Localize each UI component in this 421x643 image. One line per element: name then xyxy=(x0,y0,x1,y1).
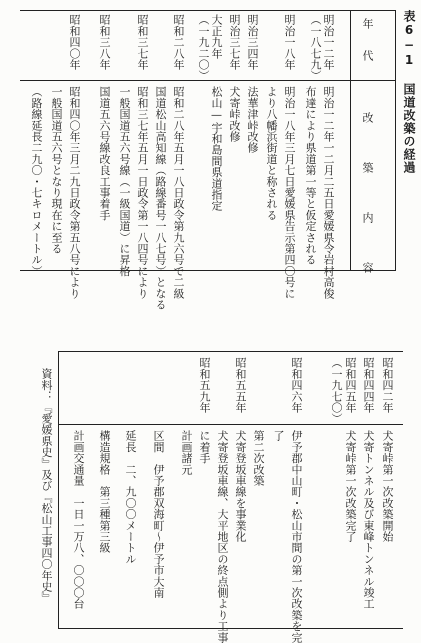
year-cell: 明治三四年 xyxy=(246,14,259,70)
content-line: 犬寄峠第一次改築完了 xyxy=(344,430,357,542)
content-line: 犬寄峠第一次改築開始 xyxy=(381,430,394,542)
content-line: 明治一八年三月七日愛媛県告示第四〇号に xyxy=(283,86,296,299)
content-line: 犬寄トンネル及び東峰トンネル竣工 xyxy=(362,430,375,610)
content-line: 計画交通量 一日一万八、〇〇〇台 xyxy=(72,430,85,610)
content-line: 昭和三七年五月一日政令第一八四号により xyxy=(136,86,149,299)
content-line: 第二次改築 xyxy=(252,430,265,486)
bottom-table-border-bottom xyxy=(58,628,403,629)
content-line: 松山—宇和島間県道指定 xyxy=(210,86,223,212)
content-line: より八幡浜街道と称される xyxy=(265,86,278,221)
top-table-border-right xyxy=(395,10,396,271)
year-cell: 昭和五九年 xyxy=(198,357,211,413)
content-line: 布達により県道第一等と仮定される xyxy=(304,86,317,266)
year-showa45-ad: （一九七〇） xyxy=(330,357,343,425)
source-note: 資料：『愛媛県史』及び『松山工事四〇年史』 xyxy=(40,368,53,604)
year-cell: 昭和四六年 xyxy=(290,357,303,413)
year-showa45: 昭和四五年 xyxy=(344,357,357,413)
year-meiji12: 明治一二年 xyxy=(322,14,335,70)
top-table-border-top xyxy=(20,10,396,11)
content-line: 伊予郡中山町・松山市間の第一次改築を完 xyxy=(290,430,303,643)
bottom-table-border-top xyxy=(58,351,403,352)
year-taisho9-ad: （一九二〇） xyxy=(197,14,210,82)
header-content: 改 築 内 容 xyxy=(361,112,374,287)
header-divider xyxy=(350,10,351,271)
content-line: 犬寄登坂車線、大平地区の終点側より工事 xyxy=(216,430,229,643)
year-cell: 昭和四四年 xyxy=(362,357,375,413)
content-line: 犬寄登坂車線を事業化 xyxy=(234,430,247,542)
year-cell: 昭和三七年 xyxy=(136,14,149,70)
table-title: 表6−1 国道改築の経過 xyxy=(402,10,416,174)
content-line: （路線延長二九〇・七キロメートル） xyxy=(30,86,43,277)
year-cell: 昭和四〇年 xyxy=(68,14,81,70)
content-line: 延長 二、九〇〇メートル xyxy=(124,430,137,565)
content-line: 一般国道五六号となり現在に至る xyxy=(50,86,63,254)
year-cell: 昭和四二年 xyxy=(381,357,394,413)
content-line: 了 xyxy=(272,430,285,442)
year-cell: 明治三七年 xyxy=(228,14,241,70)
bottom-year-column-divider xyxy=(58,424,403,425)
content-line: 計画諸元 xyxy=(180,430,193,475)
year-cell: 明治一八年 xyxy=(283,14,296,70)
content-line: 犬寄峠改修 xyxy=(228,86,241,142)
year-cell: 昭和二八年 xyxy=(172,14,185,70)
year-cell: 昭和五五年 xyxy=(234,357,247,413)
content-line: 一般国道五六号線（一級国道）に昇格 xyxy=(118,86,131,277)
content-line: 構造規格 第三種第三級 xyxy=(98,430,111,554)
content-line: 国道松山高知線（路線番号一八七号）となる xyxy=(154,86,167,310)
content-line: 国道五六号線改良工事着手 xyxy=(98,86,111,221)
bottom-table-border-left xyxy=(58,351,59,629)
content-line: 法華津峠改修 xyxy=(246,86,259,154)
year-taisho9: 大正九年 xyxy=(210,14,223,59)
year-cell: 昭和三八年 xyxy=(98,14,111,70)
header-year: 年 代 xyxy=(361,18,374,66)
content-line: に着手 xyxy=(198,430,211,464)
content-line: 明治一二年一二月二五日愛媛県令岩村高俊 xyxy=(322,86,335,299)
content-line: 昭和二八年五月一八日政令第九六号で二級 xyxy=(172,86,185,299)
year-meiji12-ad: （一八七九） xyxy=(309,14,322,82)
content-line: 昭和四〇年三月二九日政令第五八号により xyxy=(68,86,81,299)
content-line: 区間 伊予郡双海町〜伊予市大南 xyxy=(152,430,165,598)
